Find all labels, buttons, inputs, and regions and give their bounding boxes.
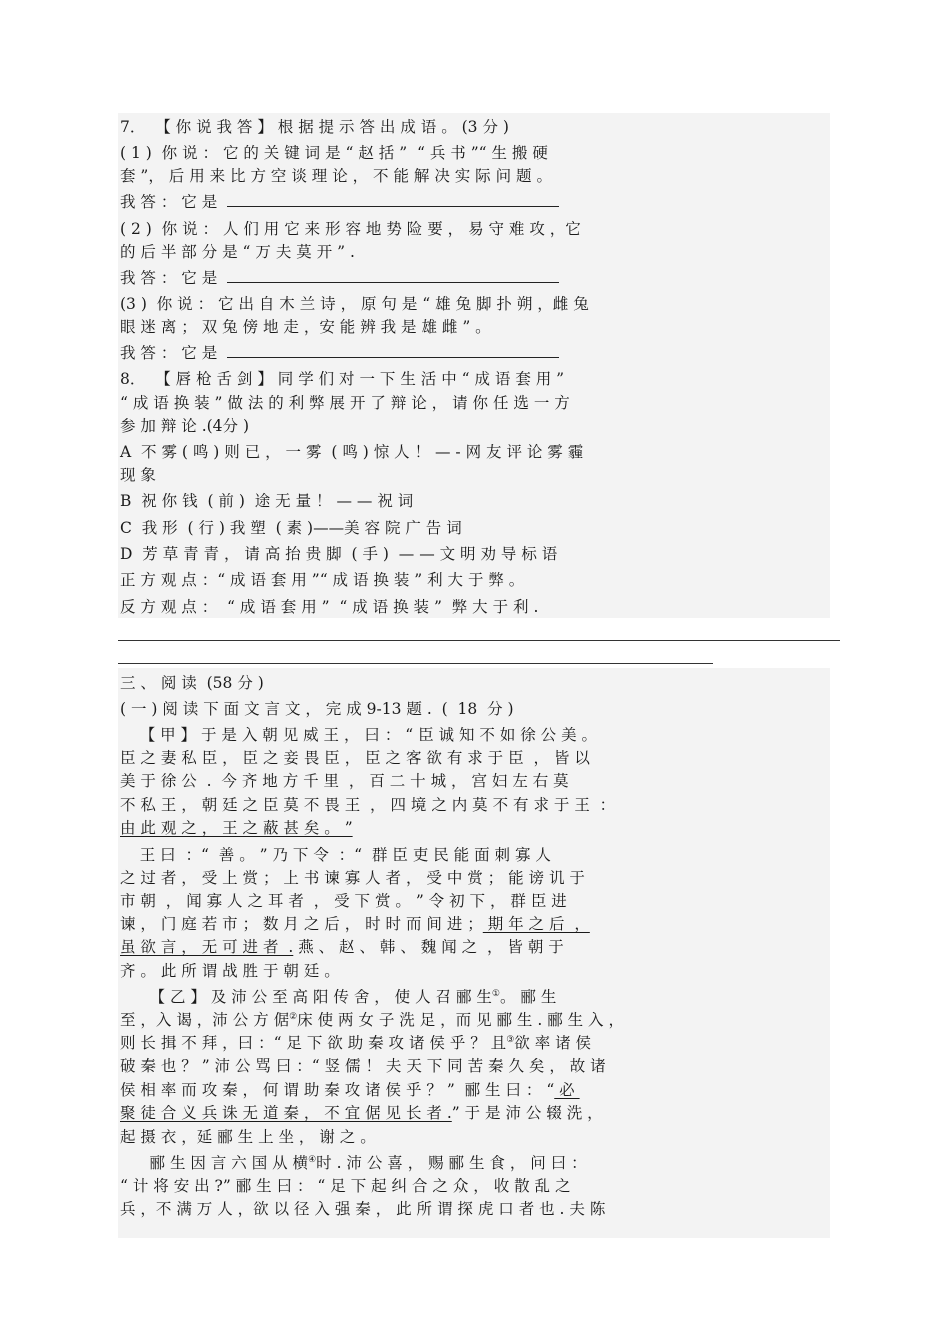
- section-title: 三 、 阅 读 (58 分 ): [120, 674, 264, 692]
- footnote-marker-4: ④: [308, 1154, 317, 1165]
- jia-line3: 美 于 徐 公 . 今 齐 地 方 千 里 ， 百 二 十 城 ， 宫 妇 左 右 莫: [120, 772, 569, 790]
- q7-1-answer-label: 我 答 ： 它 是: [120, 193, 218, 211]
- jia-line4: 不 私 王 ， 朝 廷 之 臣 莫 不 畏 王 ， 四 境 之 内 莫 不 有 求 于 王 ：: [120, 796, 616, 814]
- yi-line1-tail: 。 郦 生: [499, 988, 557, 1006]
- yi-line2-text: 至 ，入 谒 ，沛 公 方 倨: [120, 1011, 290, 1029]
- jia-line5-underlined: 由 此 观 之 ， 王 之 蔽 甚 矣 。 ”: [120, 819, 353, 837]
- q7-1-answer-row: [120, 192, 559, 212]
- pro-viewpoint: 正 方 观 点 ：“ 成 语 套 用 ”“ 成 语 换 装 ” 利 大 于 弊 。: [120, 571, 525, 589]
- jia-line6: 王 曰 ：“ 善 。 ” 乃 下 令 ：“ 群 臣 吏 民 能 面 刺 寡 人: [120, 846, 551, 864]
- option-a-line2: 现 象: [120, 466, 156, 484]
- q8-line3: 参 加 辩 论 .(4分 ): [120, 417, 250, 435]
- answer-rule-1[interactable]: [118, 640, 840, 641]
- jia-line10: [120, 937, 564, 957]
- footnote-marker-1: ①: [491, 988, 500, 999]
- jia-line9-text: 谏 ， 门 庭 若 市 ； 数 月 之 后 ， 时 时 而 间 进 ；: [120, 915, 483, 933]
- yi-line4: 破 秦 也 ？ ” 沛 公 骂 曰 ：“ 竖 儒 ！ 夫 天 下 同 苦 秦 久 矣 ， 故 诸: [120, 1057, 606, 1075]
- yi-line9: “ 计 将 安 出 ?” 郦 生 曰 ： “ 足 下 起 纠 合 之 众 ， 收 散 乱 之: [120, 1177, 571, 1195]
- q8-line2: “ 成 语 换 装 ” 做 法 的 利 弊 展 开 了 辩 论 ， 请 你 任 选 一 方: [120, 394, 570, 412]
- yi-line5-underlined: 必: [554, 1081, 580, 1099]
- yi-line1: [120, 987, 556, 1007]
- q7-1-line2: 套 ”， 后 用 来 比 方 空 谈 理 论 ， 不 能 解 决 实 际 问 题 。: [120, 167, 552, 185]
- jia-line9: [120, 914, 590, 934]
- q7-3-answer-label: 我 答 ： 它 是: [120, 344, 218, 362]
- yi-line6-underlined: 聚 徒 合 义 兵 诛 无 道 秦 ， 不 宜 倨 见 长 者 .: [120, 1104, 452, 1122]
- footnote-marker-2: ②: [289, 1011, 298, 1022]
- q7-1-line1: ( 1 ) 你 说 ： 它 的 关 键 词 是 “ 赵 括 ” “ 兵 书 ”“ 生 搬 硬: [120, 144, 548, 162]
- q7-3-line1: (3 ) 你 说 ： 它 出 自 木 兰 诗 ， 原 句 是 “ 雄 兔 脚 扑 朔 ，雌 兔: [120, 295, 589, 313]
- yi-line7: 起 摄 衣 ，延 郦 生 上 坐 ， 谢 之 。: [120, 1128, 376, 1146]
- yi-line5: [120, 1080, 580, 1100]
- yi-line1-text: 【 乙 】 及 沛 公 至 高 阳 传 舍 ， 使 人 召 郦 生: [120, 988, 492, 1006]
- option-c: C 我 形 ( 行 ) 我 塑 ( 素 )——美 容 院 广 告 词: [120, 519, 462, 537]
- con-viewpoint: 反 方 观 点 ： “ 成 语 套 用 ” “ 成 语 换 装 ” 弊 大 于 利 .: [120, 598, 539, 616]
- option-a-line1: A 不 雾 ( 鸣 ) 则 已 ， 一 雾 ( 鸣 ) 惊 人 ！ — - 网 友 评 论 雾 霾: [120, 443, 584, 461]
- yi-line3: [120, 1033, 591, 1053]
- yi-line3-text: 则 长 揖 不 拜 ，曰 ：“ 足 下 欲 助 秦 攻 诸 侯 乎 ？ 且: [120, 1034, 507, 1052]
- q7-1-answer-blank[interactable]: [227, 192, 559, 207]
- q7-2-answer-row: [120, 268, 559, 288]
- q8-line1: 8． 【 唇 枪 舌 剑 】 同 学 们 对 一 下 生 活 中 “ 成 语 套 用 ”: [120, 370, 565, 388]
- option-b: B 祝 你 钱 ( 前 ) 途 无 量 ！ — — 祝 词: [120, 492, 414, 510]
- q7-3-answer-row: [120, 343, 559, 363]
- yi-line8-tail: 时 . 沛 公 喜 ， 赐 郦 生 食 ， 问 曰 ：: [316, 1154, 587, 1172]
- q7-title: 7． 【 你 说 我 答 】 根 据 提 示 答 出 成 语 。 (3 分 ): [120, 118, 509, 136]
- q7-2-answer-blank[interactable]: [227, 268, 559, 283]
- jia-line1: 【 甲 】 于 是 入 朝 见 威 王 ， 曰 ： “ 臣 诚 知 不 如 徐 公 美 。: [120, 726, 598, 744]
- jia-line10-underlined: 虽 欲 言 ， 无 可 进 者 .: [120, 938, 294, 956]
- yi-line2-tail: 床 使 两 女 子 洗 足 ，而 见 郦 生 . 郦 生 入 ，: [297, 1011, 624, 1029]
- jia-line8: 市 朝 ， 闻 寡 人 之 耳 者 ， 受 下 赏 。 ” 令 初 下 ， 群 臣 进: [120, 892, 567, 910]
- yi-line2: [120, 1010, 624, 1030]
- yi-line8: [120, 1153, 587, 1173]
- yi-line6: [120, 1103, 603, 1123]
- jia-line10-text: 燕 、 赵 、 韩 、 魏 闻 之 ， 皆 朝 于: [293, 938, 564, 956]
- part1-title: ( 一 ) 阅 读 下 面 文 言 文 ， 完 成 9-13 题 . ( 18 分 ): [120, 700, 514, 718]
- answer-rule-2[interactable]: [118, 663, 713, 664]
- yi-line6-text: ” 于 是 沛 公 辍 洗 ，: [451, 1104, 603, 1122]
- q7-2-line1: ( 2 ) 你 说 ： 人 们 用 它 来 形 容 地 势 险 要 ， 易 守 难 攻 ，它: [120, 220, 581, 238]
- q7-2-line2: 的 后 半 部 分 是 “ 万 夫 莫 开 ” .: [120, 243, 355, 261]
- yi-line5-text: 侯 相 率 而 攻 秦 ， 何 谓 助 秦 攻 诸 侯 乎 ？ ” 郦 生 曰 ： “: [120, 1081, 555, 1099]
- option-d: D 芳 草 青 青 ， 请 高 抬 贵 脚 ( 手 ) — — 文 明 劝 导 标 语: [120, 545, 558, 563]
- yi-line10: 兵 ，不 满 万 人 ，欲 以 径 入 强 秦 ， 此 所 谓 探 虎 口 者 也 . 夫 陈: [120, 1200, 606, 1218]
- q7-3-line2: 眼 迷 离 ； 双 兔 傍 地 走 ，安 能 辨 我 是 雄 雌 ” 。: [120, 318, 491, 336]
- jia-line9-underlined: 期 年 之 后 ，: [482, 915, 590, 933]
- yi-line3-tail: 欲 率 诸 侯: [514, 1034, 592, 1052]
- footnote-marker-3: ③: [506, 1034, 515, 1045]
- jia-line11: 齐 。 此 所 谓 战 胜 于 朝 廷 。: [120, 962, 340, 980]
- q7-3-answer-blank[interactable]: [227, 343, 559, 358]
- questions-block: [118, 113, 830, 618]
- yi-line8-text: 郦 生 因 言 六 国 从 横: [120, 1154, 309, 1172]
- jia-line7: 之 过 者 ， 受 上 赏 ； 上 书 谏 寡 人 者 ， 受 中 赏 ； 能 谤 讥 于: [120, 869, 585, 887]
- q7-2-answer-label: 我 答 ： 它 是: [120, 269, 218, 287]
- jia-line2: 臣 之 妻 私 臣 ， 臣 之 妾 畏 臣 ， 臣 之 客 欲 有 求 于 臣 ， 皆 以: [120, 749, 590, 767]
